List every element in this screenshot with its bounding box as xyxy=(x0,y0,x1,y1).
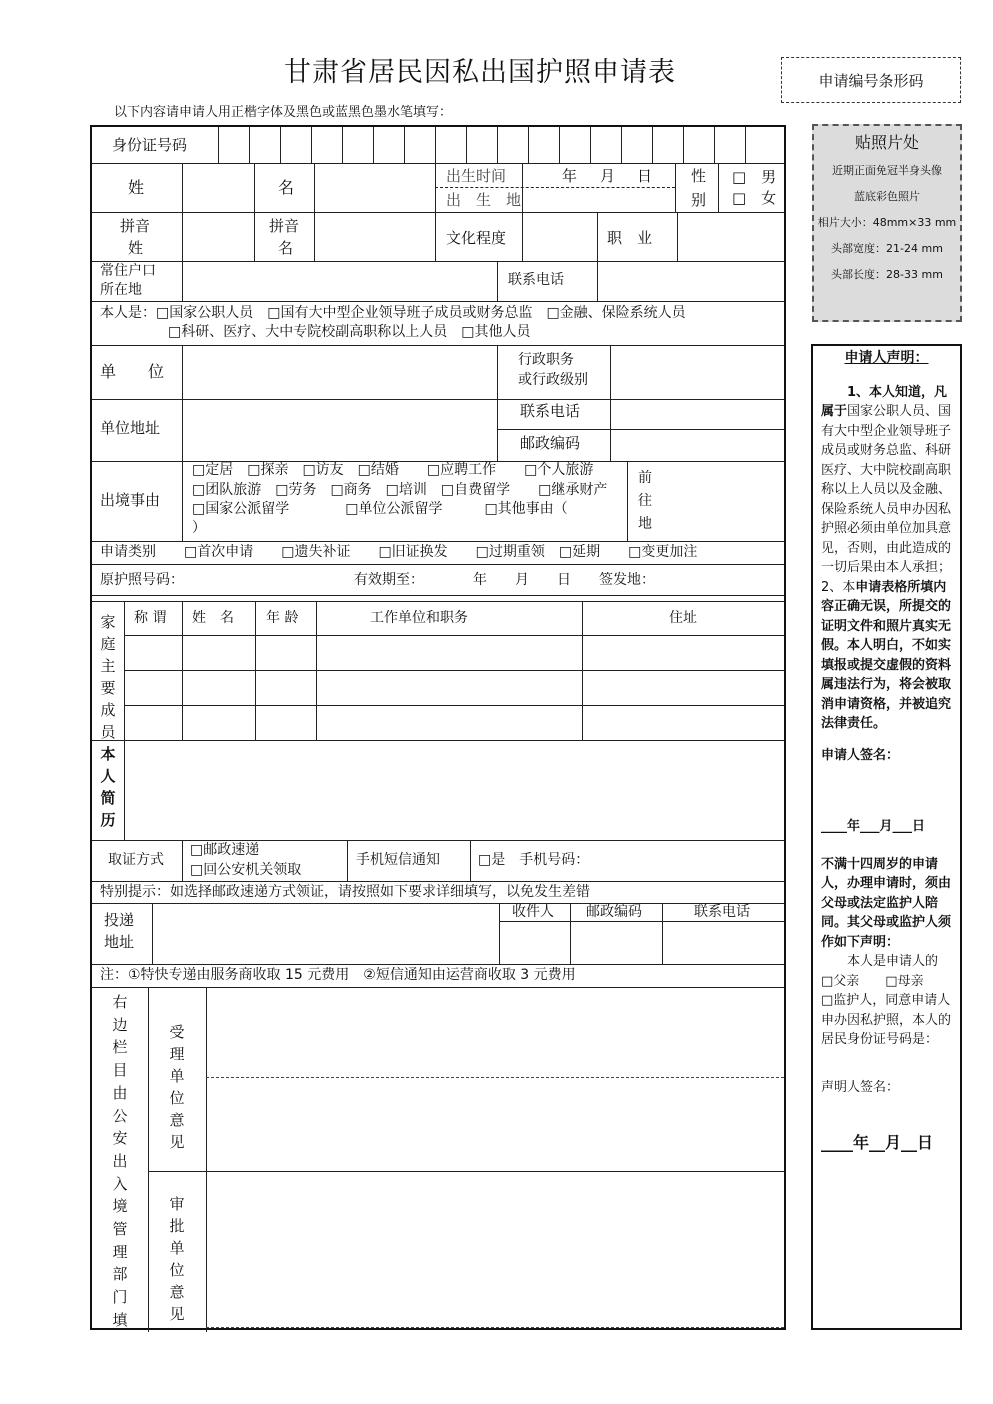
fee-note: 注：①特快专递由服务商收取 15 元费用 ②短信通知由运营商收取 3 元费用 xyxy=(100,967,576,983)
employer-address-label: 单位地址 xyxy=(100,419,161,437)
declarant-sign-date: ____年__月__日 xyxy=(821,1133,934,1152)
family-name-header: 姓 名 xyxy=(192,610,234,626)
sex-label-top: 性 xyxy=(691,167,707,185)
destination-label-1: 前 xyxy=(638,470,652,486)
pickup-method-label: 取证方式 xyxy=(108,852,164,868)
declaration-p1: 国家公职人员、国有大中型企业领导班子成员或财务总监、科研医疗、大中院校副高职称以上人员以及金融、保险系统人员申办因私护照必须由单位加具意见，否则，由此造成的一切后果由本人承担；2、本 xyxy=(821,404,952,595)
birth-place-label: 出 生 地 xyxy=(446,191,522,209)
declaration-p2: 申请表格所填内容正确无误，所提交的证明文件和照片真实无假。本人明白，不如实填报或提交虚假的资料属违法行为，将会被取消申请资格，并被追究法律责任。 xyxy=(821,579,952,731)
sex-label-bottom: 别 xyxy=(691,191,707,209)
family-work-header: 工作单位和职务 xyxy=(370,610,468,626)
guardian-statement: 本人是申请人的 xyxy=(847,954,939,969)
destination-label-3: 地 xyxy=(638,516,652,532)
approving-unit-opinion-label: 审 批 单 位 意 见 xyxy=(169,1195,185,1323)
delivery-address-label-1: 投递 xyxy=(104,911,135,929)
application-form xyxy=(90,125,786,1330)
male-checkbox[interactable]: □ 男 xyxy=(732,168,777,186)
guardian-relation-options[interactable]: □父亲 □母亲 xyxy=(821,973,924,989)
given-name-label: 名 xyxy=(278,178,295,197)
admin-rank-label-1: 行政职务 xyxy=(518,352,574,368)
pinyin-given-label-2: 名 xyxy=(278,239,294,257)
birth-year-label: 年 xyxy=(562,167,578,185)
birth-day-label: 日 xyxy=(637,167,653,185)
photo-requirement: 头部长度：28-33 mm xyxy=(831,268,943,281)
purpose-options-1[interactable]: □定居 □探亲 □访友 □结婚 □应聘工作 □个人旅游 xyxy=(192,462,594,478)
accepting-unit-opinion-label: 受 理 单 位 意 见 xyxy=(169,1023,185,1151)
family-label: 家 庭 主 要 成 员 xyxy=(100,613,116,741)
photo-requirement: 近期正面免冠半身头像 xyxy=(832,164,942,177)
education-label: 文化程度 xyxy=(446,229,507,247)
sms-phone-option[interactable]: □是 手机号码： xyxy=(478,852,590,868)
birth-month-label: 月 xyxy=(600,167,616,185)
fill-instruction: 以下内容请申请人用正楷字体及黑色或蓝黑色墨水笔填写： xyxy=(114,105,453,120)
family-address-header: 住址 xyxy=(669,610,697,626)
purpose-options-3[interactable]: □国家公派留学 □单位公派留学 □其他事由（ xyxy=(192,501,568,517)
declaration-title: 申请人声明： xyxy=(844,350,929,366)
barcode-box: 申请编号条形码 xyxy=(781,57,961,103)
family-age-header: 年 龄 xyxy=(266,610,299,626)
admin-rank-label-2: 或行政级别 xyxy=(518,372,588,388)
resume-label: 本 人 简 历 xyxy=(100,745,116,829)
office-use-label: 右 边 栏 目 由 公 安 出 入 境 管 理 部 门 填 xyxy=(112,993,128,1329)
pickup-office-option[interactable]: □回公安机关领取 xyxy=(190,862,302,878)
pinyin-surname-label-1: 拼音 xyxy=(120,217,151,235)
applicant-sign-date: ____年___月___日 xyxy=(821,819,926,834)
application-type-options[interactable]: 申请类别 □首次申请 □遗失补证 □旧证换发 □过期重领 □延期 □变更加注 xyxy=(100,544,698,560)
photo-area xyxy=(812,124,962,322)
occupation-label: 职 业 xyxy=(607,229,653,247)
destination-label-2: 往 xyxy=(638,493,652,509)
purpose-options-2[interactable]: □团队旅游 □劳务 □商务 □培训 □自费留学 □继承财产 xyxy=(192,482,608,498)
employer-phone-label: 联系电话 xyxy=(520,402,581,420)
recipient-label: 收件人 xyxy=(512,904,554,920)
guardian-statement-continued: □监护人，同意申请人申办因私护照，本人的居民身份证号码是： xyxy=(821,993,952,1047)
birth-time-label: 出生时间 xyxy=(446,167,507,185)
sms-notice-label: 手机短信通知 xyxy=(356,852,440,868)
contact-phone-label: 联系电话 xyxy=(508,272,564,288)
photo-requirement: 头部宽度：21-24 mm xyxy=(831,242,943,255)
purpose-label: 出境事由 xyxy=(100,491,161,509)
special-note: 特别提示：如选择邮政速递方式领证，请按照如下要求详细填写，以免发生差错 xyxy=(100,884,590,900)
pickup-post-option[interactable]: □邮政速递 xyxy=(190,842,260,858)
applicant-signature-label: 申请人签名： xyxy=(821,747,900,763)
minor-notice: 不满十四周岁的申请人，办理申请时，须由父母或法定监护人陪同。其父母或监护人须作如下声明： xyxy=(821,856,952,950)
identity-options-1[interactable]: 本人是：□国家公职人员 □国有大中型企业领导班子成员或财务总监 □金融、保险系统人员 xyxy=(100,305,686,321)
page-title: 甘肃省居民因私出国护照申请表 xyxy=(284,57,676,88)
photo-requirement: 蓝底彩色照片 xyxy=(854,190,920,203)
residence-label-2: 所在地 xyxy=(100,282,142,298)
photo-requirement: 相片大小：48mm×33 mm xyxy=(817,216,957,229)
applicant-declaration xyxy=(811,344,962,1330)
old-passport-label: 原护照号码： xyxy=(100,572,184,588)
employer-postcode-label: 邮政编码 xyxy=(520,434,581,452)
pinyin-surname-label-2: 姓 xyxy=(128,239,144,257)
employer-label: 单 位 xyxy=(100,362,165,381)
delivery-phone-label: 联系电话 xyxy=(694,904,750,920)
purpose-options-4: ） xyxy=(192,520,206,536)
female-checkbox[interactable]: □ 女 xyxy=(732,189,777,207)
id-number-label: 身份证号码 xyxy=(112,136,188,154)
declaration-p1-bold: 1、本人知道，凡属于 xyxy=(821,384,948,419)
declarant-signature-label: 声明人签名： xyxy=(821,1079,900,1095)
delivery-postcode-label: 邮政编码 xyxy=(586,904,642,920)
validity-issue-label: 有效期至： 年 月 日 签发地： xyxy=(354,572,655,588)
surname-label: 姓 xyxy=(128,178,145,197)
pinyin-given-label-1: 拼音 xyxy=(269,217,300,235)
residence-label-1: 常住户口 xyxy=(100,263,156,279)
family-relation-header: 称 谓 xyxy=(134,610,167,626)
identity-options-2[interactable]: □科研、医疗、大中专院校副高职称以上人员 □其他人员 xyxy=(168,324,531,340)
photo-title: 贴照片处 xyxy=(854,133,919,152)
delivery-address-label-2: 地址 xyxy=(104,933,135,951)
